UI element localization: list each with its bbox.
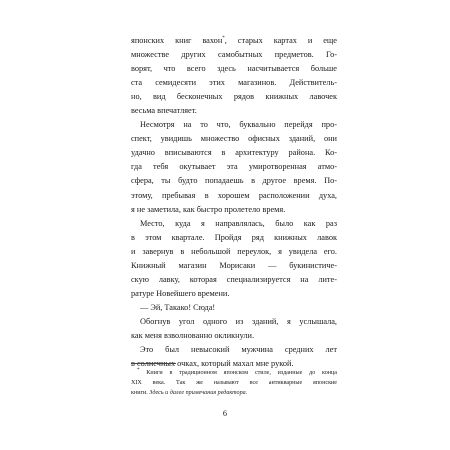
- footnote: [131, 368, 337, 398]
- paragraph-6: [131, 343, 337, 371]
- text-line: — Эй, Такако! Сюда!: [140, 302, 216, 312]
- footnote-line: XIX века. Так же называют все антикварные японские: [131, 380, 337, 386]
- text-line: Место, куда я направлялась, было как раз: [140, 218, 337, 228]
- paragraph-1: [131, 34, 337, 118]
- page-body: [131, 34, 337, 371]
- text-line: гда тебя окутывает эта умиротворенная атмо-: [131, 162, 337, 172]
- text-line: и завернув в небольшой переулок, я увидела его.: [131, 246, 337, 256]
- text-line: в этом квартале. Пройдя ряд книжных лавок: [131, 232, 337, 242]
- text-line: Книжный магазин Морисаки — букинистиче-: [131, 260, 337, 270]
- text-line: этому, пребывая в хорошем расположении духа,: [131, 190, 337, 200]
- text-line: множестве других самобытных предметов. Го-: [131, 50, 337, 60]
- paragraph-4-dialogue: [131, 301, 337, 315]
- text-line: Несмотря на то что, буквально перейдя про-: [140, 120, 337, 130]
- text-line: весьма впечатляет.: [131, 106, 197, 116]
- text-line: Это был невысокий мужчина средних лет: [140, 345, 337, 355]
- footnote-mark: *: [137, 367, 140, 373]
- text-segment: , старых картах и еще: [224, 36, 337, 45]
- paragraph-2: [131, 118, 337, 216]
- text-line: я не заметила, как быстро пролетело время.: [131, 204, 286, 214]
- footnote-editor-note: Здесь и далее примечания редактора.: [149, 390, 248, 396]
- text-line: ратуре Новейшего времени.: [131, 288, 230, 298]
- text-line: спект, увидишь множество офисных зданий, они: [131, 134, 337, 144]
- text-line: сфера, ты будто попадаешь в другое время. По-: [131, 176, 337, 186]
- footnote-divider: [131, 363, 176, 364]
- footnote-text: книги.: [131, 390, 150, 396]
- footnote-mark[interactable]: *: [222, 36, 225, 42]
- paragraph-3: [131, 217, 337, 301]
- text-line: ворят, что всего здесь насчитывается больше: [131, 64, 337, 74]
- text-line: скую лавку, которая специализируется на лите-: [131, 274, 337, 284]
- footnote-text: Книги в традиционном японском стиле, изданные до конца: [146, 370, 337, 376]
- text-line: [131, 34, 337, 48]
- paragraph-5: [131, 315, 337, 343]
- footnote-line: [131, 368, 337, 378]
- text-line: Обогнув угол одного из зданий, я услышала,: [140, 316, 337, 326]
- text-segment: японских книг вахон: [131, 36, 223, 45]
- footnote-line: [131, 388, 337, 398]
- text-line: как меня взволнованно окликнули.: [131, 330, 255, 340]
- text-line: но, вид бесконечных рядов книжных лавочек: [131, 92, 337, 102]
- page-number: 6: [222, 409, 228, 418]
- text-line: удачно вписываются в архитектуру района. Ко-: [131, 148, 337, 158]
- text-line: ста семидесяти этих магазинов. Действитель-: [131, 78, 337, 88]
- text-line: в солнечных очках, который махал мне рукой.: [131, 359, 294, 369]
